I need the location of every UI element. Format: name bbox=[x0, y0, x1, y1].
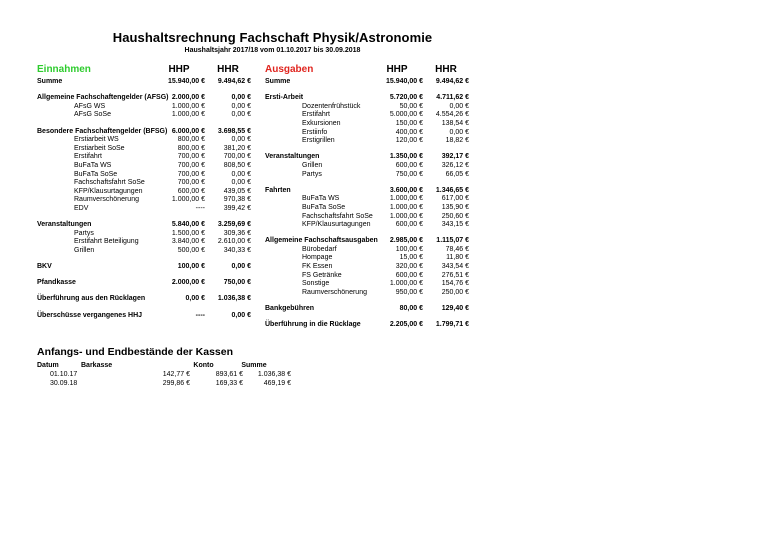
row-spacer bbox=[265, 179, 469, 187]
einnahmen-section-title: Einnahmen bbox=[37, 64, 91, 75]
entry-label: Grillen bbox=[302, 161, 323, 169]
item-row bbox=[265, 111, 469, 120]
entry-hhr-value: 66,05 € bbox=[445, 170, 469, 178]
item-row bbox=[37, 111, 251, 120]
entry-hhp-value: 15,00 € bbox=[399, 254, 423, 262]
entry-hhr-value: 0,00 € bbox=[231, 179, 251, 187]
entry-label: AFsG SoSe bbox=[74, 111, 111, 119]
entry-hhr-value: 3.698,55 € bbox=[217, 127, 251, 135]
kassen-column-header: Datum bbox=[37, 361, 59, 369]
entry-hhr-value: 250,00 € bbox=[441, 288, 469, 296]
document-header bbox=[0, 0, 545, 55]
entry-hhr-value: 18,82 € bbox=[445, 137, 469, 145]
entry-hhr-value: 0,00 € bbox=[231, 263, 251, 271]
entry-hhp-value: 1.000,00 € bbox=[389, 280, 423, 288]
ausgaben-hhr-column-header: HHR bbox=[435, 64, 457, 75]
entry-label: Sonstige bbox=[302, 280, 330, 288]
entry-label: Partys bbox=[74, 229, 94, 237]
entry-label: Summe bbox=[37, 78, 63, 85]
kassen-amount: 893,61 € bbox=[215, 370, 243, 378]
entry-label: Fachschaftsfahrt SoSe bbox=[74, 179, 145, 187]
entry-hhp-value: 1.000,00 € bbox=[389, 212, 423, 220]
entry-hhp-value: 6.000,00 € bbox=[171, 127, 205, 135]
row-spacer bbox=[37, 272, 251, 280]
item-row bbox=[265, 272, 469, 281]
entry-hhr-value: 0,00 € bbox=[231, 136, 251, 144]
einnahmen-rows bbox=[37, 78, 251, 320]
summe-row bbox=[37, 78, 251, 87]
entry-hhr-value: 9.494,62 € bbox=[217, 78, 251, 85]
entry-label: BuFaTa SoSe bbox=[74, 170, 118, 178]
entry-hhp-value: 15.940,00 € bbox=[386, 78, 423, 85]
item-row bbox=[265, 162, 469, 171]
item-row bbox=[37, 188, 251, 197]
einnahmen-hhr-column-header: HHR bbox=[217, 64, 239, 75]
page-title: Haushaltsrechnung Fachschaft Physik/Astronomie bbox=[112, 30, 433, 45]
item-row bbox=[37, 136, 251, 145]
ausgaben-header-row bbox=[265, 64, 469, 78]
entry-hhr-value: 0,00 € bbox=[449, 128, 469, 136]
entry-hhp-value: 2.000,00 € bbox=[171, 279, 205, 287]
row-spacer bbox=[265, 87, 469, 95]
entry-label: Pfandkasse bbox=[37, 279, 76, 287]
kassen-header-row bbox=[37, 361, 768, 370]
entry-hhp-value: 50,00 € bbox=[399, 102, 423, 110]
item-row bbox=[37, 145, 251, 154]
entry-hhp-value: 120,00 € bbox=[395, 137, 423, 145]
entry-hhr-value: 4.554,26 € bbox=[435, 111, 469, 119]
item-row bbox=[37, 153, 251, 162]
entry-label: BKV bbox=[37, 263, 52, 271]
entry-hhr-value: 0,00 € bbox=[231, 102, 251, 110]
item-row bbox=[265, 246, 469, 255]
item-row bbox=[37, 238, 251, 247]
row-spacer bbox=[265, 146, 469, 154]
entry-hhr-value: 399,42 € bbox=[223, 204, 251, 212]
entry-hhr-value: 0,00 € bbox=[231, 311, 251, 319]
item-row bbox=[37, 230, 251, 239]
group-row bbox=[37, 128, 251, 137]
entry-hhp-value: 1.000,00 € bbox=[389, 203, 423, 211]
entry-hhr-value: 250,60 € bbox=[441, 212, 469, 220]
kassen-amount: 169,33 € bbox=[215, 379, 243, 387]
entry-hhr-value: 1.036,38 € bbox=[217, 295, 251, 303]
item-row bbox=[37, 205, 251, 214]
item-row bbox=[265, 195, 469, 204]
entry-hhr-value: 0,00 € bbox=[231, 94, 251, 102]
entry-label: Erstigrillen bbox=[302, 137, 335, 145]
entry-hhp-value: 950,00 € bbox=[395, 288, 423, 296]
entry-hhr-value: 0,00 € bbox=[231, 170, 251, 178]
item-row bbox=[37, 179, 251, 188]
entry-label: BuFaTa WS bbox=[74, 161, 112, 169]
entry-hhr-value: 276,51 € bbox=[441, 271, 469, 279]
entry-hhr-value: 4.711,62 € bbox=[436, 94, 469, 102]
entry-hhr-value: 326,12 € bbox=[441, 161, 469, 169]
entry-hhp-value: 1.000,00 € bbox=[171, 102, 205, 110]
entry-label: Besondere Fachschaftengelder (BFSG) bbox=[37, 127, 168, 135]
ausgaben-section-title: Ausgaben bbox=[265, 64, 314, 75]
entry-label: FS Getränke bbox=[302, 271, 342, 279]
entry-hhr-value: 78,46 € bbox=[445, 245, 469, 253]
item-row bbox=[265, 137, 469, 146]
entry-hhp-value: 500,00 € bbox=[177, 246, 205, 254]
entry-label: BuFaTa WS bbox=[302, 195, 340, 203]
entry-hhr-value: 154,76 € bbox=[441, 280, 469, 288]
kassen-table bbox=[37, 361, 768, 388]
entry-label: Veranstaltungen bbox=[265, 153, 320, 161]
entry-label: Erstifahrt bbox=[302, 111, 331, 119]
kassen-date: 01.10.17 bbox=[50, 370, 78, 378]
item-row bbox=[37, 103, 251, 112]
entry-label: Dozentenfrühstück bbox=[302, 102, 361, 110]
item-row bbox=[265, 280, 469, 289]
ledger-columns bbox=[37, 64, 768, 330]
entry-label: AFsG WS bbox=[74, 102, 106, 110]
entry-label: Fahrten bbox=[265, 186, 291, 194]
entry-hhp-value: 1.000,00 € bbox=[389, 195, 423, 203]
entry-hhp-value: 750,00 € bbox=[395, 170, 423, 178]
item-row bbox=[265, 103, 469, 112]
kassen-column-header: Konto bbox=[193, 361, 214, 369]
entry-hhp-value: 600,00 € bbox=[395, 271, 423, 279]
row-spacer bbox=[265, 230, 469, 238]
entry-hhr-value: 1.115,07 € bbox=[436, 237, 469, 245]
entry-label: Fachschaftsfahrt SoSe bbox=[302, 212, 373, 220]
kassen-amount: 469,19 € bbox=[263, 379, 291, 387]
group-row bbox=[37, 263, 251, 272]
page-subtitle: Haushaltsjahr 2017/18 vom 01.10.2017 bis 30.09.2018 bbox=[184, 47, 361, 54]
row-spacer bbox=[37, 120, 251, 128]
ausgaben-ledger bbox=[265, 64, 469, 330]
item-row bbox=[265, 254, 469, 263]
entry-hhr-value: 129,40 € bbox=[441, 305, 469, 313]
group-row bbox=[265, 237, 469, 246]
entry-label: Erstiarbeit WS bbox=[74, 136, 119, 144]
entry-hhp-value: ---- bbox=[195, 311, 205, 319]
entry-hhr-value: 135,90 € bbox=[441, 203, 469, 211]
entry-label: Überführung in die Rücklage bbox=[265, 321, 361, 329]
group-row bbox=[37, 312, 251, 321]
kassen-column-header: Barkasse bbox=[81, 361, 113, 369]
item-row bbox=[37, 196, 251, 205]
entry-hhp-value: 1.350,00 € bbox=[389, 153, 423, 161]
entry-label: KFP/Klausurtagungen bbox=[74, 187, 143, 195]
group-row bbox=[265, 187, 469, 196]
kassen-column-header: Summe bbox=[241, 361, 267, 369]
entry-hhp-value: 700,00 € bbox=[177, 153, 205, 161]
einnahmen-ledger bbox=[37, 64, 251, 330]
entry-hhr-value: 1.799,71 € bbox=[435, 321, 469, 329]
entry-label: Erstiinfo bbox=[302, 128, 328, 136]
entry-hhp-value: 700,00 € bbox=[177, 161, 205, 169]
entry-hhr-value: 392,17 € bbox=[441, 153, 469, 161]
einnahmen-hhp-column-header: HHP bbox=[168, 64, 190, 75]
entry-label: Exkursionen bbox=[302, 119, 341, 127]
item-row bbox=[265, 263, 469, 272]
summe-row bbox=[265, 78, 469, 87]
entry-hhp-value: 800,00 € bbox=[177, 136, 205, 144]
entry-hhr-value: 0,00 € bbox=[231, 111, 251, 119]
entry-hhr-value: 970,38 € bbox=[223, 196, 251, 204]
entry-hhp-value: 5.000,00 € bbox=[389, 111, 423, 119]
entry-label: Ersti-Arbeit bbox=[265, 94, 304, 102]
group-row bbox=[265, 94, 469, 103]
item-row bbox=[37, 171, 251, 180]
entry-label: Summe bbox=[265, 78, 291, 85]
entry-label: Überschüsse vergangenes HHJ bbox=[37, 311, 143, 319]
entry-label: Partys bbox=[302, 170, 322, 178]
entry-label: KFP/Klausurtagungen bbox=[302, 221, 371, 229]
entry-hhr-value: 700,00 € bbox=[223, 153, 251, 161]
kassen-amount: 142,77 € bbox=[162, 370, 190, 378]
entry-label: Allgemeine Fachschaftengelder (AFSG) bbox=[37, 94, 169, 102]
entry-hhr-value: 750,00 € bbox=[223, 279, 251, 287]
entry-hhr-value: 343,15 € bbox=[441, 221, 469, 229]
entry-hhr-value: 11,80 € bbox=[446, 254, 469, 262]
entry-hhp-value: 2.205,00 € bbox=[389, 321, 423, 329]
entry-hhp-value: 1.500,00 € bbox=[171, 229, 205, 237]
group-row bbox=[37, 221, 251, 230]
entry-label: FK Essen bbox=[302, 263, 333, 271]
row-spacer bbox=[37, 87, 251, 95]
kassen-date: 30.09.18 bbox=[50, 379, 78, 387]
kassen-section-title: Anfangs- und Endbestände der Kassen bbox=[37, 345, 234, 358]
entry-label: Überführung aus den Rücklagen bbox=[37, 295, 146, 303]
entry-hhp-value: 400,00 € bbox=[395, 128, 423, 136]
entry-label: Veranstaltungen bbox=[37, 221, 92, 229]
item-row bbox=[265, 120, 469, 129]
item-row bbox=[265, 213, 469, 222]
group-row bbox=[265, 153, 469, 162]
group-row bbox=[37, 279, 251, 288]
entry-hhr-value: 808,50 € bbox=[223, 161, 251, 169]
entry-hhr-value: 138,54 € bbox=[441, 119, 469, 127]
entry-hhp-value: 600,00 € bbox=[177, 187, 205, 195]
entry-hhr-value: 2.610,00 € bbox=[217, 238, 251, 246]
entry-hhp-value: 1.000,00 € bbox=[171, 196, 205, 204]
kassen-section bbox=[37, 346, 768, 388]
entry-hhr-value: 0,00 € bbox=[449, 102, 469, 110]
item-row bbox=[265, 289, 469, 298]
kassen-row bbox=[37, 379, 768, 388]
item-row bbox=[265, 171, 469, 180]
entry-hhp-value: 5.720,00 € bbox=[389, 94, 423, 102]
entry-label: EDV bbox=[74, 204, 89, 212]
item-row bbox=[265, 204, 469, 213]
item-row bbox=[265, 129, 469, 138]
ausgaben-hhp-column-header: HHP bbox=[386, 64, 408, 75]
entry-label: Raumverschönerung bbox=[302, 288, 367, 296]
group-row bbox=[37, 295, 251, 304]
entry-hhp-value: 2.985,00 € bbox=[389, 237, 423, 245]
entry-hhp-value: 2.000,00 € bbox=[171, 94, 205, 102]
entry-label: Erstiarbeit SoSe bbox=[74, 144, 125, 152]
entry-label: Bürobedarf bbox=[302, 245, 337, 253]
kassen-amount: 1.036,38 € bbox=[257, 370, 291, 378]
row-spacer bbox=[37, 255, 251, 263]
entry-hhp-value: 100,00 € bbox=[177, 263, 205, 271]
entry-label: Erstifahrt bbox=[74, 153, 103, 161]
entry-label: Erstifahrt Beteiligung bbox=[74, 238, 139, 246]
entry-hhr-value: 9.494,62 € bbox=[435, 78, 469, 85]
entry-hhr-value: 340,33 € bbox=[223, 246, 251, 254]
entry-hhr-value: 343,54 € bbox=[441, 263, 469, 271]
item-row bbox=[37, 247, 251, 256]
entry-label: Hompage bbox=[302, 254, 333, 262]
entry-hhp-value: 3.600,00 € bbox=[389, 186, 423, 194]
entry-hhp-value: 700,00 € bbox=[177, 170, 205, 178]
entry-hhr-value: 3.259,69 € bbox=[217, 221, 251, 229]
einnahmen-header-row bbox=[37, 64, 251, 78]
kassen-row bbox=[37, 370, 768, 379]
entry-label: Allgemeine Fachschaftsausgaben bbox=[265, 237, 378, 245]
entry-hhp-value: 320,00 € bbox=[395, 263, 423, 271]
item-row bbox=[37, 162, 251, 171]
entry-hhp-value: 1.000,00 € bbox=[171, 111, 205, 119]
entry-hhp-value: 0,00 € bbox=[185, 295, 205, 303]
entry-label: Raumverschönerung bbox=[74, 196, 139, 204]
group-row bbox=[37, 94, 251, 103]
entry-hhr-value: 381,20 € bbox=[223, 144, 251, 152]
row-spacer bbox=[37, 214, 251, 222]
entry-hhr-value: 309,36 € bbox=[223, 229, 251, 237]
entry-hhp-value: 3.840,00 € bbox=[171, 238, 205, 246]
group-row bbox=[265, 305, 469, 314]
kassen-amount: 299,86 € bbox=[162, 379, 190, 387]
entry-hhp-value: 15.940,00 € bbox=[168, 78, 205, 85]
entry-hhp-value: ---- bbox=[195, 204, 205, 212]
item-row bbox=[265, 221, 469, 230]
entry-hhp-value: 700,00 € bbox=[177, 179, 205, 187]
entry-label: BuFaTa SoSe bbox=[302, 203, 346, 211]
entry-label: Grillen bbox=[74, 246, 95, 254]
row-spacer bbox=[265, 297, 469, 305]
entry-hhp-value: 5.840,00 € bbox=[171, 221, 205, 229]
entry-hhp-value: 600,00 € bbox=[395, 221, 423, 229]
entry-hhr-value: 617,00 € bbox=[441, 195, 469, 203]
entry-label: Bankgebühren bbox=[265, 305, 315, 313]
ausgaben-rows bbox=[265, 78, 469, 330]
entry-hhp-value: 600,00 € bbox=[395, 161, 423, 169]
entry-hhr-value: 439,05 € bbox=[223, 187, 251, 195]
entry-hhp-value: 150,00 € bbox=[395, 119, 423, 127]
row-spacer bbox=[37, 304, 251, 312]
entry-hhp-value: 80,00 € bbox=[399, 305, 423, 313]
entry-hhp-value: 800,00 € bbox=[177, 144, 205, 152]
entry-hhr-value: 1.346,65 € bbox=[435, 186, 469, 194]
group-row bbox=[265, 321, 469, 330]
entry-hhp-value: 100,00 € bbox=[395, 245, 423, 253]
